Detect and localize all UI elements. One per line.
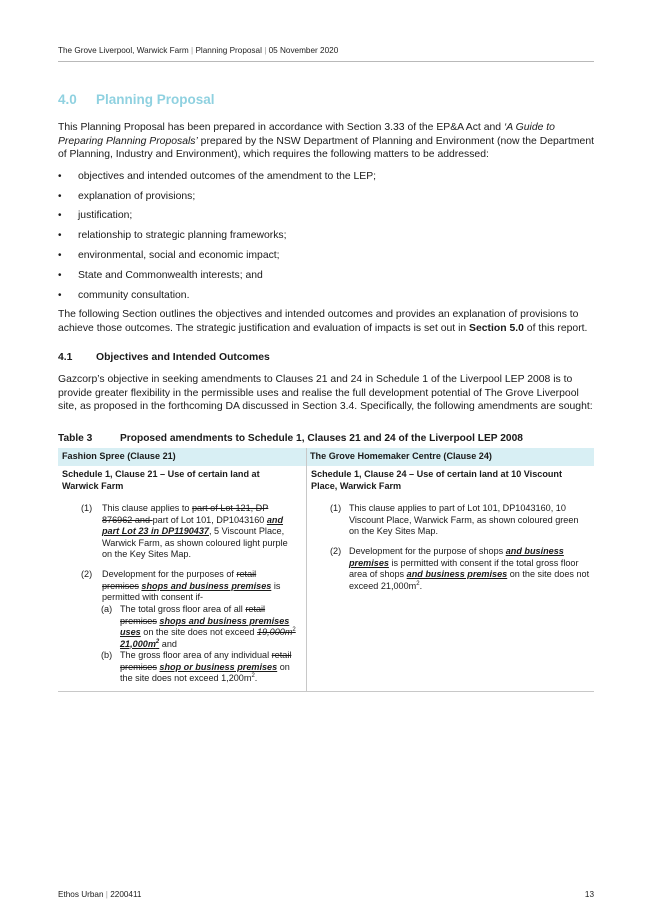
item-number: (1)	[330, 503, 342, 513]
intro-text: This Planning Proposal has been prepared in accordance with Section 3.33 of the EP&A Act and	[58, 122, 504, 133]
list-item	[58, 270, 263, 281]
list-item-text: explanation of provisions;	[78, 191, 196, 202]
deleted-text: $19,000m^2$	[257, 626, 296, 637]
section-reference: Section 5.0	[469, 322, 524, 334]
intro-paragraph	[58, 121, 598, 162]
table-column-divider	[306, 448, 307, 691]
header-separator: |	[191, 46, 194, 55]
running-header	[58, 46, 338, 55]
item-number: (2)	[330, 546, 342, 556]
footer-separator: |	[105, 890, 108, 899]
bullet-icon: •	[58, 171, 62, 182]
subsection-heading	[58, 352, 270, 363]
header-separator: |	[264, 46, 267, 55]
subsection-title: Objectives and Intended Outcomes	[96, 352, 270, 363]
deleted-text: retail premises	[120, 650, 292, 672]
list-item-text: relationship to strategic planning frameworks;	[78, 230, 287, 241]
guide-title: ‘A Guide to Preparing Planning Proposals’	[58, 122, 555, 147]
bullet-icon: •	[58, 210, 62, 221]
table-header-col2: The Grove Homemaker Centre (Clause 24)	[310, 451, 492, 461]
item-text: Development for the purposes of retail premises shops and business premises is permitted with consent if-	[102, 569, 281, 602]
list-item	[58, 191, 195, 202]
header-section: Planning Proposal	[195, 46, 262, 55]
deleted-text: part of Lot 121, DP 876962 and	[102, 503, 269, 525]
page-number: 13	[584, 890, 594, 899]
inserted-text: and part Lot 23 in DP1190437	[102, 514, 284, 536]
section-heading	[58, 92, 215, 107]
item-text: The total gross floor area of all retail premises shops and business premises uses on the site does not exceed $19,000m^2$ $21,000m^2$ and	[120, 604, 296, 649]
header-date: 05 November 2020	[268, 46, 339, 55]
intro-text-2: prepared by the NSW Department of Planning and Environment (now the Department of Planning, Industry and Environment), which requires the following matters to be addressed:	[58, 135, 595, 161]
item-text: This clause applies to part of Lot 121, DP 876962 and part of Lot 101, DP1043160 and part Lot 23 in DP1190437, 5 Viscount Place, Warwick Farm, as shown coloured light purple on the Key Sites Map.	[102, 503, 288, 559]
inserted-text: shops and business premises uses	[120, 615, 290, 637]
list-item-text: environmental, social and economic impact;	[78, 250, 280, 261]
header-doc-title: The Grove Liverpool, Warwick Farm	[58, 46, 189, 55]
table-title: Proposed amendments to Schedule 1, Clauses 21 and 24 of the Liverpool LEP 2008	[120, 433, 523, 444]
item-text: Development for the purpose of shops and business premises is permitted with consent if the total gross floor area of shops and business premises on the site does not exceed $21,000m^2$.	[349, 546, 590, 591]
deleted-text: retail premises	[102, 569, 257, 591]
footer-reference: 2200411	[110, 890, 142, 899]
list-item-text: objectives and intended outcomes of the amendment to the LEP;	[78, 171, 377, 182]
inserted-text: shops and business premises	[141, 580, 272, 591]
deleted-text: retail premises	[120, 604, 266, 626]
item-text: This clause applies to part of Lot 101, DP1043160, 10 Viscount Place, Warwick Farm, as shown coloured green on the Key Sites Map.	[349, 503, 579, 536]
outline-text: The following Section outlines the objectives and intended outcomes and provides an explanation of provisions to achieve those outcomes. The strategic justification and evaluation of impacts is set out in	[58, 309, 579, 334]
clause24-heading: Schedule 1, Clause 24 – Use of certain land at 10 Viscount Place, Warwick Farm	[311, 469, 563, 491]
list-item	[58, 171, 376, 182]
outline-paragraph	[58, 308, 598, 335]
clause21-heading: Schedule 1, Clause 21 – Use of certain land at Warwick Farm	[62, 469, 260, 491]
bullet-icon: •	[58, 250, 62, 261]
list-item-text: justification;	[78, 210, 133, 221]
list-item	[58, 290, 189, 301]
item-number: (1)	[81, 503, 93, 513]
list-item	[58, 210, 132, 221]
section-title: Planning Proposal	[96, 92, 215, 107]
list-item-text: community consultation.	[78, 290, 190, 301]
section-number: 4.0	[58, 92, 77, 107]
inserted-text: and business premises	[406, 569, 508, 579]
inserted-text: shop or business premises	[159, 661, 278, 672]
list-item-text: State and Commonwealth interests; and	[78, 270, 263, 281]
table-number: Table 3	[58, 433, 93, 444]
table-header-col1: Fashion Spree (Clause 21)	[62, 451, 176, 461]
item-number: (b)	[101, 650, 113, 660]
bullet-icon: •	[58, 191, 62, 202]
bullet-icon: •	[58, 270, 62, 281]
list-item	[58, 250, 280, 261]
list-item	[58, 230, 287, 241]
subsection-number: 4.1	[58, 352, 73, 363]
item-text: The gross floor area of any individual retail premises shop or business premises on the site does not exceed $1,200m^2$.	[120, 650, 292, 683]
objective-paragraph: Gazcorp’s objective in seeking amendments to Clauses 21 and 24 in Schedule 1 of the Liverpool LEP 2008 is to provide greater flexibility in the permissible uses and realise the full development potential of The Grove Liverpool site, as proposed in the forthcoming DA discussed in Section 3.4. Specifically, the following amendments are sought:	[58, 374, 593, 413]
bullet-icon: •	[58, 230, 62, 241]
table-bottom-rule	[58, 691, 594, 692]
inserted-text: and business premises	[349, 546, 564, 568]
footer	[58, 890, 142, 899]
footer-org: Ethos Urban	[58, 890, 104, 899]
table-caption	[58, 433, 523, 444]
table-header-row	[58, 448, 594, 466]
outline-text-2: of this report.	[523, 322, 588, 334]
item-number: (a)	[101, 604, 113, 614]
item-number: (2)	[81, 569, 93, 579]
inserted-text: $21,000m^2$	[120, 638, 160, 649]
header-rule	[58, 61, 594, 62]
bullet-icon: •	[58, 290, 62, 301]
